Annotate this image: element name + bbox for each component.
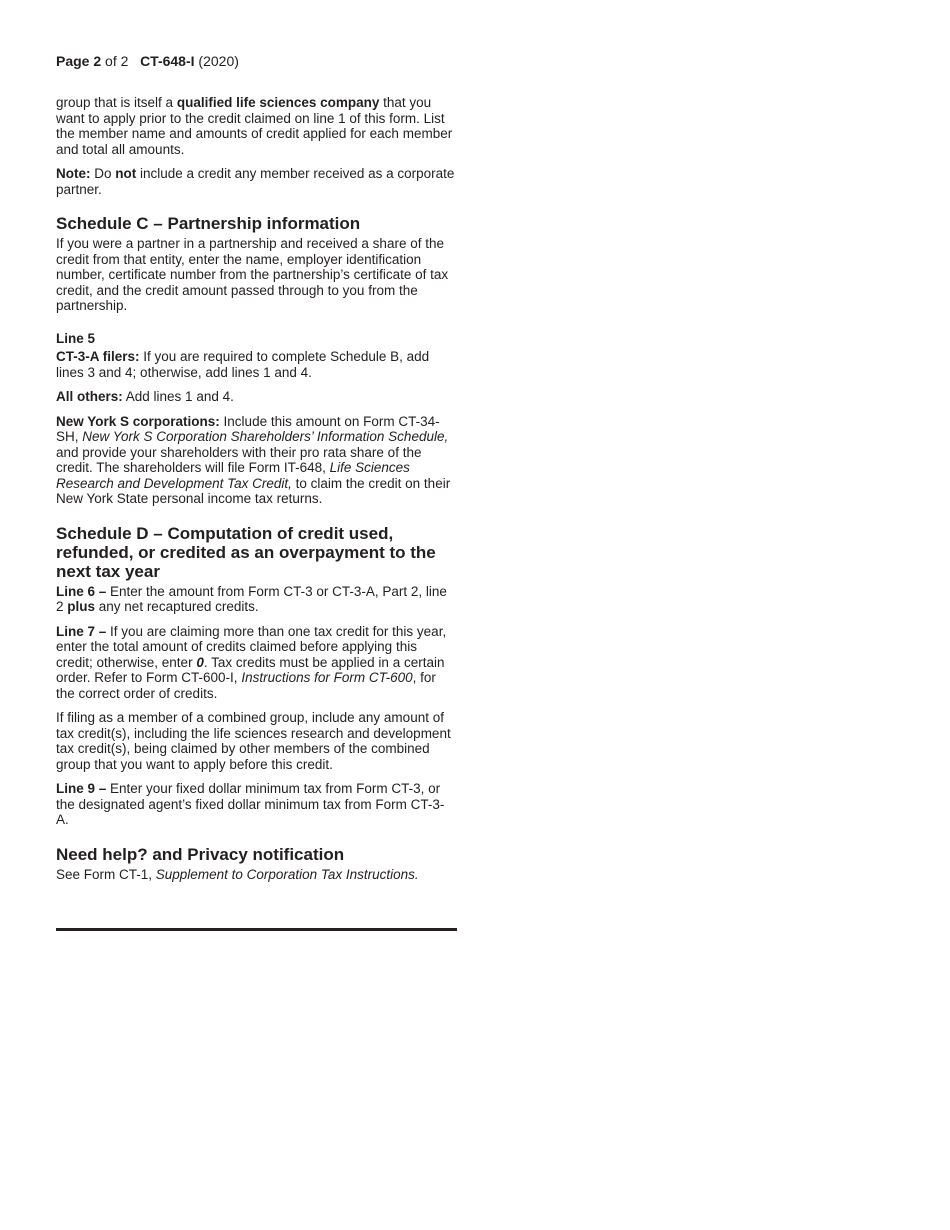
form-id: CT-648-I — [140, 53, 195, 69]
form-year: (2020) — [194, 53, 239, 69]
all-others-paragraph: All others: Add lines 1 and 4. — [56, 389, 234, 404]
instructions-column — [56, 95, 456, 891]
schedule-c-body: If you were a partner in a partnership and received a share of the credit from that entity, enter the name, employer identification number, certificate number from the partnership’s certificate of tax credit, and the credit amount passed through to you from the partnership. — [56, 236, 449, 313]
schedule-d-heading: Schedule D – Computation of credit used, refunded, or credited as an overpayment to the next tax year — [56, 523, 436, 581]
line-9-paragraph: Line 9 – Enter your fixed dollar minimum tax from Form CT-3, or the designated agent’s fixed dollar minimum tax from Form CT-3-A. — [56, 781, 445, 827]
schedule-c-heading: Schedule C – Partnership information — [56, 214, 361, 233]
combined-group-paragraph: If filing as a member of a combined group, include any amount of tax credit(s), including the life sciences research and development tax credit(s), being claimed by other members of the combined group that you want to apply before this credit. — [56, 710, 451, 772]
page-number: Page 2 — [56, 53, 102, 69]
intro-paragraph: group that is itself a qualified life sciences company that you want to apply prior to the credit claimed on line 1 of this form. List the member name and amounts of credit applied for each member and total all amounts. — [56, 95, 453, 157]
page-header — [56, 53, 239, 69]
help-paragraph: See Form CT-1, Supplement to Corporation Tax Instructions. — [56, 866, 419, 882]
end-rule — [56, 928, 457, 931]
ny-s-corporations-paragraph: New York S corporations: Include this amount on Form CT-34-SH, New York S Corporation Shareholders’ Information Schedule, and provide your shareholders with their pro rata share of the credit. The shareholders will file Form IT-648, Life Sciences Research and Development Tax Credit, to claim the credit on their New York State personal income tax returns. — [56, 413, 451, 506]
line-6-paragraph: Line 6 – Enter the amount from Form CT-3 or CT-3-A, Part 2, line 2 plus any net recaptured credits. — [56, 583, 447, 614]
note-paragraph: Note: Do not include a credit any member received as a corporate partner. — [56, 166, 455, 197]
page-total: of 2 — [101, 53, 129, 69]
help-heading: Need help? and Privacy notification — [56, 844, 345, 864]
line-5-heading: Line 5 — [56, 330, 96, 346]
line-7-paragraph: Line 7 – If you are claiming more than one tax credit for this year, enter the total amount of credits claimed before applying this credit; otherwise, enter 0. Tax credits must be applied in a certain order. Refer to Form CT-600-I, Instructions for Form CT-600, for the correct order of credits. — [56, 623, 447, 701]
ct3a-filers-paragraph: CT-3-A filers: If you are required to complete Schedule B, add lines 3 and 4; otherwise, add lines 1 and 4. — [56, 349, 430, 380]
